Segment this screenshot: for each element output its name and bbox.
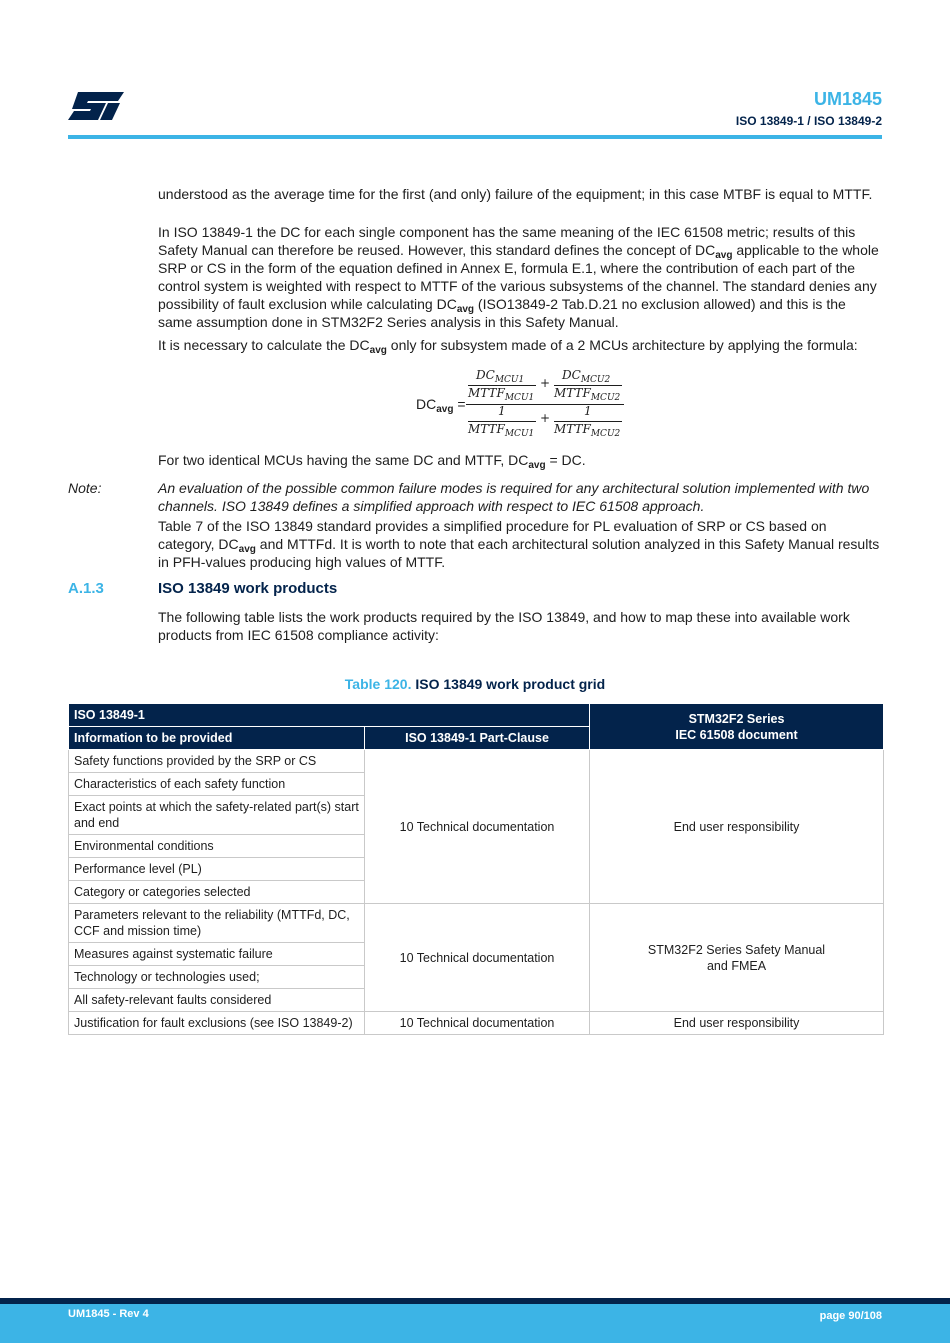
table-caption: Table 120. ISO 13849 work product grid [344,676,606,692]
table-cell-information: Parameters relevant to the reliability (MTTFd, DC, CCF and mission time) [69,904,365,943]
formula-plus: + [540,376,551,390]
table-cell-information: Safety functions provided by the SRP or CS [69,750,365,773]
paragraph-mtbf: understood as the average time for the first (and only) failure of the equipment; in this case MTBF is equal to MTTF. [158,186,873,202]
header-part-clause: ISO 13849-1 Part-Clause [365,727,590,750]
formula-one: 1 [584,404,592,418]
table-cell-document: STM32F2 Series Safety Manual and FMEA [590,904,884,1012]
table-header-row [69,704,884,727]
header-iec-document: STM32F2 Series IEC 61508 document [590,704,884,750]
table-cell-information: All safety-relevant faults considered [69,989,365,1012]
document-id: UM1845 [813,89,882,109]
document-subtitle: ISO 13849-1 / ISO 13849-2 [735,114,882,128]
formula-dc-mcu2: $DC_{MCU2}$ [562,368,611,385]
paragraph-dc-avg: In ISO 13849-1 the DC for each single component has the same meaning of the IEC 61508 metric; results of this Safety Manual can therefore be reused. However, this standard defines the concept of $DC_{avg}$ applicable to the whole SRP or CS in the form of the equation defined in Annex E, formula E.1, where the contribution of each part of the control system is weighted with respect to MTTF of the various subsystems of the channel. The standard denies any possibility of fault exclusion while calculating $DC_{avg}$ (ISO13849-2 Tab.D.21 no exclusion allowed) and this is the same assumption done in STM32F2 Series analysis in this Safety Manual. [158,224,879,330]
table-cell-information: Environmental conditions [69,835,365,858]
table-row [69,750,884,773]
formula-main-line [466,404,624,405]
paragraph-table7: Table 7 of the ISO 13849 standard provides a simplified procedure for PL evaluation of SRP or CS based on category, $DC_{avg}$ and MTTFd. It is worth to note that each architectural solution analyzed in this Safety Manual results in PFH-values producing high values of MTTF. [158,518,880,570]
note-text: An evaluation of the possible common failure modes is required for any architectural solution implemented with two channels. ISO 13849 defines a simplified approach with respect to IEC 61508 approach. [158,480,870,514]
header-iso-13849-1: ISO 13849-1 [69,704,590,727]
note-label: Note: [68,480,102,496]
formula-mttf-mcu1: $MTTF_{MCU1}$ [468,422,535,439]
formula-lhs: $DC_{avg}$ = [416,396,466,415]
table-row [69,904,884,943]
formula-one: 1 [498,404,506,418]
table-cell-information: Technology or technologies used; [69,966,365,989]
paragraph-formula-intro: It is necessary to calculate the $DC_{avg}$ only for subsystem made of a 2 MCUs architecture by applying the formula: [158,337,858,356]
header-information: Information to be provided [69,727,365,750]
section-title: ISO 13849 work products [158,580,338,597]
paragraph-identical-mcus: For two identical MCUs having the same DC and MTTF, $DC_{avg}$ = DC. [158,452,586,471]
table-cell-information: Exact points at which the safety-related part(s) start and end [69,796,365,835]
dc-avg-formula [416,366,636,440]
paragraph-table-intro: The following table lists the work products required by the ISO 13849, and how to map these into available work products from IEC 61508 compliance activity: [158,609,850,643]
section-number: A.1.3 [68,580,104,597]
table-cell-information: Performance level (PL) [69,858,365,881]
table-cell-document: End user responsibility [590,1012,884,1035]
table-cell-clause: 10 Technical documentation [365,904,590,1012]
formula-mttf-mcu2: $MTTF_{MCU2}$ [554,422,621,439]
header-rule [68,135,882,139]
formula-dc-mcu1: $DC_{MCU1}$ [476,368,525,385]
formula-mttf-mcu1: $MTTF_{MCU1}$ [468,386,535,403]
table-cell-clause: 10 Technical documentation [365,750,590,904]
table-cell-information: Measures against systematic failure [69,943,365,966]
work-product-table [68,703,884,1035]
formula-mttf-mcu2: $MTTF_{MCU2}$ [554,386,621,403]
footer-page-number: page 90/108 [819,1310,882,1322]
table-cell-information: Category or categories selected [69,881,365,904]
table-cell-document: End user responsibility [590,750,884,904]
footer-revision: UM1845 - Rev 4 [68,1308,149,1320]
table-cell-information: Justification for fault exclusions (see ISO 13849-2) [69,1012,365,1035]
st-logo-icon [68,90,124,122]
table-cell-clause: 10 Technical documentation [365,1012,590,1035]
table-row [69,1012,884,1035]
table-cell-information: Characteristics of each safety function [69,773,365,796]
formula-plus: + [540,411,551,425]
